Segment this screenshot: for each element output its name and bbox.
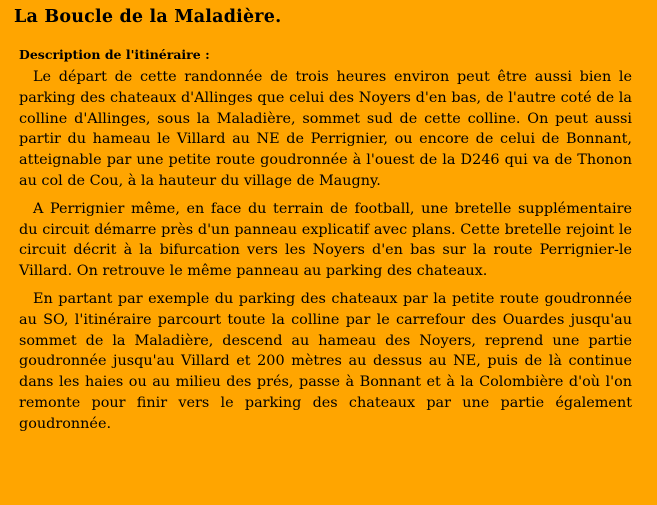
itinerary-paragraph-perrignier: A Perrignier même, en face du terrain de football, une bretelle supplémentaire du circuit démarre près d'un panneau explicatif avec plans. Cette bretelle rejoint le circuit décrit à la bifurcation vers les Noyers d'en bas sur la route Perrignier-le Villard. On retrouve le même panneau au parking des chateaux. [19,200,632,280]
itinerary-paragraph-start: Le départ de cette randonnée de trois heures environ peut être aussi bien le parking des chateaux d'Allinges que celui des Noyers d'en bas, de l'autre coté de la colline d'Allinges, sous la Maladière, sommet sud de cette colline. On peut aussi partir du hameau le Villard au NE de Perrignier, ou encore de celui de Bonnant, atteignable par une petite route goudronnée à l'ouest de la D246 qui va de Thonon au col de Cou, à la hauteur du village de Maugny. [19,69,632,189]
page-title: La Boucle de la Maladière. [14,7,282,27]
itinerary-paragraph-route: En partant par exemple du parking des chateaux par la petite route goudronnée au SO, l'itinéraire parcourt toute la colline par le carrefour des Ouardes jusqu'au sommet de la Maladière, descend au hameau des Noyers, reprend une partie goudronnée jusqu'au Villard et 200 mètres au dessus au NE, puis de là continue dans les haies ou au milieu des prés, passe à Bonnant et à la Colombière d'où l'on remonte pour finir vers le parking des chateaux par une partie également goudronnée. [19,290,632,432]
itinerary-section [19,46,632,442]
itinerary-heading: Description de l'itinéraire : [19,47,210,62]
